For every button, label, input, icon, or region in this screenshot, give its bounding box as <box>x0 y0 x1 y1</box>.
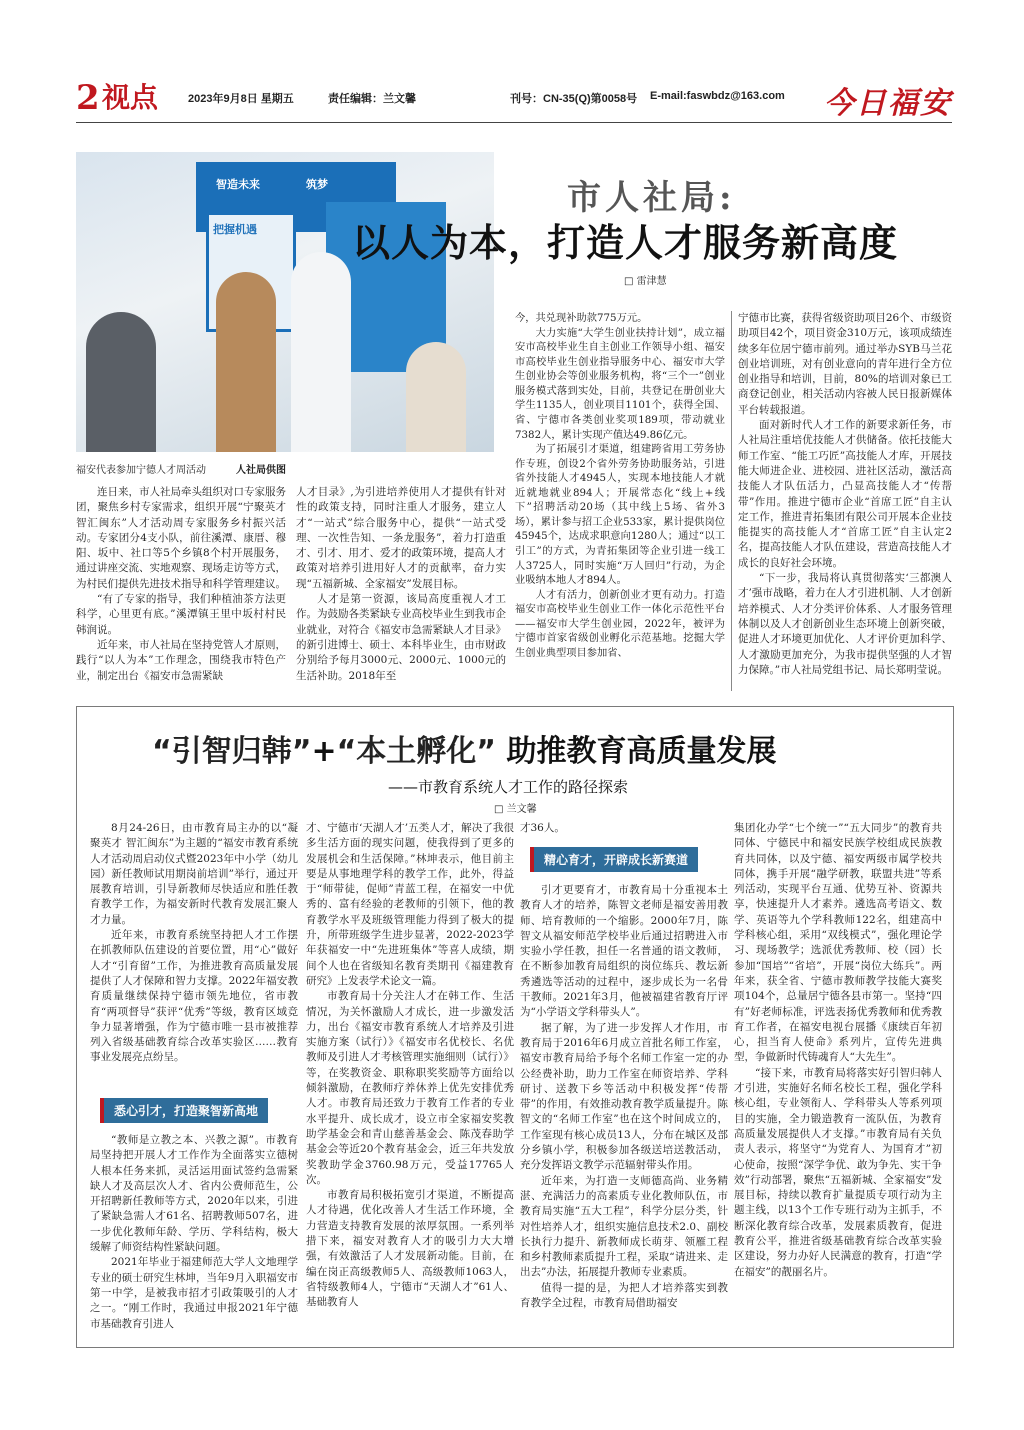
paragraph: 市教育局积极拓宽引才渠道，不断提高人才待遇，优化改善人才生活工作环境，全力营造支持教育发展的浓厚氛围。一系列举措下来，福安对教育人才的吸引力大大增强，有效激活了人才发展新动能。目前，在编在岗正高级教师5人、高级教师1063人，省特级教师4人，宁德市“天湖人才”61人、基础教育人 <box>306 1189 514 1309</box>
paragraph: “教师是立教之本、兴教之源”。市教育局坚持把开展人才工作作为全面落实立德树人根本任务来抓，灵活运用面试签约急需紧缺人才及高层次人才、省内公费师范生，公开招聘新任教师等方式，2020年以来，引进了紧缺急需人才61名、招聘教师507名，进一步优化教师年龄、学历、学科结构，极大缓解了师资结构性紧缺问题。 <box>90 1134 298 1254</box>
banner-text: 智造未来 <box>216 178 260 191</box>
column-divider <box>731 311 732 691</box>
article1-column-4 <box>738 311 952 678</box>
caption-text: 福安代表参加宁德人才周活动 <box>76 465 206 476</box>
paragraph: 近年来，市教育系统坚持把人才工作摆在抓教师队伍建设的首要位置，用“心”做好人才“引育留”工作，为推进教育高质量发展提供了人才保障和智力支撑。2022年福安教育质量继续保持宁德市领先地位，省市教育“两项督导”获评“优秀”等级，教育区域竞争力显著增强，作为宁德市唯一县市被推荐列入省级基础教育综合改革实验区……教育事业发展亮点纷呈。 <box>90 929 298 1064</box>
article2-column-1b <box>90 1133 298 1332</box>
photo-credit: 人社局供图 <box>236 465 286 476</box>
visitor-figure <box>86 312 156 452</box>
paragraph: 人才是第一资源，该局高度重视人才工作。为鼓励各类紧缺专业高校毕业生到我市企业就业，对符合《福安市急需紧缺人才目录》的新引进博士、硕士、本科毕业生，由市财政分别给予每月3000元、2000元、1000元的生活补助。2018年至 <box>296 593 506 682</box>
paragraph: 据了解，为了进一步发挥人才作用，市教育局于2016年6月成立首批名师工作室，福安市教育局给予每个名师工作室一定的办公经费补助，助力工作室在师资培养、学科研讨、送教下乡等活动中积极发挥“传帮带”的作用，有效推动教育教学质量提升。陈智文的“名师工作室”也在这个时间成立的，工作室现有核心成员13人，分布在城区及部分乡镇小学，积极参加各级送培送教活动，充分发挥语文教学示范辐射带头作用。 <box>520 1021 728 1172</box>
issue-number: 刊号：CN-35(Q)第0058号 <box>510 93 638 105</box>
section-tag: 精心育才，开辟成长新赛道 <box>530 847 698 872</box>
paragraph: 才、宁德市‘天湖人才’五类人才，解决了我很多生活方面的现实问题，使我得到了更多的发展机会和生活保障。”林坤表示，他目前主要是从事地理学科的教学工作，此外，得益于“师带徒，促师”青蓝工程，在福安一中优秀的、富有经验的老教师的引领下，他的教育教学水平及班级管理能力得到了极大的提升，所带班级学生进步显著，2022-2023学年获福安一中“先进班集体”等喜人成绩，期间个人也在省级知名教育类期刊《福建教育研究》上发表学术论文一篇。 <box>306 822 514 987</box>
paragraph: 值得一提的是，为把人才培养落实到教育教学全过程，市教育局借助福安 <box>520 1281 728 1310</box>
contact-email: E-mail:faswbdz@163.com <box>650 90 785 102</box>
visitor-figure <box>291 252 351 452</box>
editor-credit: 责任编辑：兰文馨 <box>328 93 416 105</box>
issue-date: 2023年9月8日 星期五 <box>188 93 294 105</box>
masthead-logo: 今日福安 <box>824 86 952 121</box>
paragraph: 近年来，市人社局在坚持党管人才原则，践行“以人为本”工作理念，围绕我市特色产业，制定出台《福安市急需紧缺 <box>76 638 286 682</box>
article2-byline: □ 兰文馨 <box>494 804 537 815</box>
paragraph: 宁德市比赛，获得省级资助项目26个、市级资助项目42个，项目资金310万元，该项成绩连续多年位居宁德市前列。通过举办SYB马兰花创业培训班，对有创业意向的青年进行全方位创业指导和培训，目前，80%的培训对象已工商登记创业，相关活动内容被人民日报新媒体平台转载报道。 <box>738 312 952 416</box>
article1-column-2 <box>296 485 506 684</box>
page-header <box>76 76 952 120</box>
article2-column-2 <box>306 821 514 1311</box>
header-rule <box>76 122 952 123</box>
banner-text: 筑梦 <box>306 178 328 191</box>
paragraph: “接下来，市教育局将落实好引智归韩人才引进，实施好名师名校长工程，强化学科核心组，专业领衔人、学科带头人等系列项目的实施，全力锻造教育一流队伍，为教育高质量发展提供人才支撑。”市教育局有关负责人表示，将坚守“为党育人、为国育才”初心使命，按照“深学争优、敢为争先、实干争效”行动部署，聚焦“五福新城、全家福安”发展目标，持续以教育扩量提质专项行动为主题主线，以13个工作专班行动为主抓手，不断深化教育综合改革，发展素质教育，促进教育公平，推进省级基础教育综合改革实验区建设，努力办好人民满意的教育，打造“学在福安”的靓丽名片。 <box>734 1066 942 1278</box>
article1-column-1 <box>76 485 286 684</box>
article2-column-3a <box>520 821 728 836</box>
section-title: 视点 <box>102 81 159 114</box>
article1-headline: 以人为本，打造人才服务新高度 <box>352 221 899 265</box>
paragraph: 2021年毕业于福建师范大学人文地理学专业的硕士研究生林坤，当年9月入职福安市第一中学，是被我市招才引政策吸引的人才之一。“刚工作时，我通过申报2021年宁德市基础教育引进人 <box>90 1256 298 1330</box>
headline-part: “本土孵化” <box>336 734 497 769</box>
headline-part: 助推教育高质量发展 <box>496 734 777 769</box>
article2-column-4 <box>734 821 942 1280</box>
paragraph: “有了专家的指导，我们种植油茶方法更科学，心里更有底。”溪潭镇王里中坂村村民韩润说。 <box>76 593 286 636</box>
paragraph: 今，共兑现补助款775万元。 <box>515 312 648 324</box>
article2-subtitle: ——市教育系统人才工作的路径探索 <box>388 778 629 796</box>
headline-part: “引智归韩” <box>152 734 312 769</box>
visitor-figure <box>216 272 276 452</box>
paragraph: 引才更要育才，市教育局十分重视本土教育人才的培养，陈智文老师是福安善用教师、培育教师的一个缩影。2000年7月，陈智文从福安师范学校毕业后通过招聘进入市实验小学任教，担任一名普通的语文教师，在不断参加教育局组织的岗位练兵、教坛新秀遴选等活动的过程中，逐步成长为一名骨干教师。2021年3月，他被福建省教育厅评为“小学语文学科带头人”。 <box>520 884 728 1019</box>
article1-column-3 <box>515 311 725 661</box>
paragraph: 人才目录》,为引进培养使用人才提供有针对性的政策支持，同时注重人才服务，建立人才“一站式”综合服务中心，提供“一站式受理、一次性告知、一条龙服务”，着力打造重才、引才、用才、爱才的政策环境，提高人才政策对培养引进用好人才的贡献率，奋力实现“五福新城、全家福安”发展目标。 <box>296 486 506 590</box>
article2-column-3b <box>520 883 728 1311</box>
paragraph: 集团化办学“七个统一”“五大同步”的教育共同体、宁德民中和福安民族学校组成民族教育共同体，以及宁德、福安两级市属学校共同体，携手开展“融学研教，联盟共进”等系列活动，实现平台互通、优势互补、资源共享，快速提升人才素养。遴选高考语文、数学、英语等九个学科教师122名，组建高中学科核心组，采用“双线模式”，强化理论学习、现场教学；选派优秀教师、校（园）长参加“国培”“省培”，开展“岗位大练兵”。两年来，获全省、宁德市教师教学技能大赛奖项104个，总量居宁德各县市第一。坚持“四有”好老师标准，评选表扬优秀教师和优秀教育工作者，在福安电视台展播《康续百年初心，担当育人使命》系列片，宣传先进典型，争做新时代铸魂育人“大先生”。 <box>734 822 942 1064</box>
paragraph: 市教育局十分关注人才在韩工作、生活情况，为关怀激励人才成长，进一步激发活力，出台《福安市教育系统人才培养及引进实施方案（试行）》《福安市名优校长、名优教师及引进人才考核管理实施细则（试行）》等，在奖教资金、职称职奖奖励等方面给以倾斜激励，在教师疗养休养上优先安排优秀人才。市教育局还致力于教育工作者的专业水平提升、成长成才，设立市全家福安奖教助学基金会和青山慈善基金会、陈茂春助学基金会等近20个教育基金会，近三年共发放奖教助学金3760.98万元，受益17765人次。 <box>306 990 514 1186</box>
paragraph: 连日来，市人社局牵头组织对口专家服务团，聚焦乡村专家需求，组织开展“宁聚英才 智汇闽东”人才活动周专家服务乡村振兴活动。专家团分4支小队，前往溪潭、康厝、穆阳、坂中、社口等5个乡镇8个村开展服务，通过讲座交流、实地观察、现场走访等方式，为村民们提供先进技术指导和科学管理建议。 <box>76 486 286 590</box>
paragraph: 面对新时代人才工作的新要求新任务，市人社局注重培优技能人才供储备。依托技能大师工作室、“能工巧匠”高技能人才库，开展技能大师进企业、进校园、进社区活动，激活高技能人才队伍活力，凸显高技能人才“传帮带”作用。推进宁德市企业“首席工匠”自主认定工作，推进青拓集团有限公司开展本企业技能提实的高技能人才“首席工匠”自主认定2名，提高技能人才队伍建设，营造高技能人才成长的良好社会环境。 <box>738 419 952 569</box>
paragraph: 为了拓展引才渠道，组建跨省用工劳务协作专班，创设2个省外劳务协助服务站，引进省外技能人才4945人，实现本地技能人才就近就地就业894人；开展常态化“线上+线下”招聘活动20场（其中线上5场、省外3场），累计参与招工企业533家，累计提供岗位45945个，达成求职意向1280人；通过“以工引工”的方式，为青拓集团等企业引进一线工人3725人，同时实施“万人回归”行动，为企业吸纳本地人才894人。 <box>515 443 725 587</box>
article-photo <box>76 152 494 452</box>
paragraph: 才36人。 <box>520 822 565 834</box>
photo-caption <box>76 461 286 476</box>
page-number: 2 <box>76 78 100 118</box>
headline-part: + <box>311 734 337 769</box>
article1-kicker: 市人社局: <box>567 178 736 218</box>
article2-headline <box>152 726 776 770</box>
screen-text: 把握机遇 <box>213 223 257 236</box>
section-tag: 悉心引才，打造聚智新高地 <box>100 1098 268 1123</box>
paragraph: 8月24-26日，由市教育局主办的以“凝聚英才 智汇闽东”为主题的“福安市教育系统人才活动周启动仪式暨2023年中小学（幼儿园）新任教师试用期岗前培训”举行，通过开展教育培训，引导新教师尽快适应和胜任教育教学工作，为福安新时代教育发展汇聚人才力量。 <box>90 822 298 926</box>
visitor-figure <box>406 342 466 452</box>
article2-column-1 <box>90 821 298 1066</box>
article1-byline: □ 雷津慧 <box>624 276 667 287</box>
paragraph: 大力实施“大学生创业扶持计划”，成立福安市高校毕业生自主创业工作领导小组、福安市高校毕业生创业指导服务中心、福安市大学生创业协会等创业服务机构，将“三个一”创业服务模式落到实处，目前，共登记在册创业大学生1135人，创业项目1101个，获得全国、省、宁德市各类创业奖项189项，带动就业7382人，累计实现产值达49.86亿元。 <box>515 326 725 441</box>
paragraph: “下一步，我局将认真贯彻落实‘三都澳人才’强市战略，着力在人才引进机制、人才创新培养模式、人才分类评价体系、人才服务管理体制以及人才创新创业生态环境上创新突破，促进人才环境更加优化、人才评价更加科学、人才激励更加充分，为我市提供坚强的人才智力保障。”市人社局党组书记、局长郑明莹说。 <box>738 572 952 676</box>
paragraph: 人才有活力，创新创业才更有动力。打造福安市高校毕业生创业工作一体化示范性平台——福安市大学生创业园，2022年，被评为宁德市首家省级创业孵化示范基地。挖掘大学生创业典型项目参加省、 <box>515 588 725 659</box>
paragraph: 近年来，为打造一支师德高尚、业务精湛、充满活力的高素质专业化教师队伍，市教育局实施“五大工程”，科学分层分类，针对性培养人才，组织实施信息技术2.0、副校长执行力提升、新教师成长萌芽、领雁工程和乡村教师素质提升工程，采取“请进来、走出去”办法，拓展提升教师专业素质。 <box>520 1174 728 1279</box>
